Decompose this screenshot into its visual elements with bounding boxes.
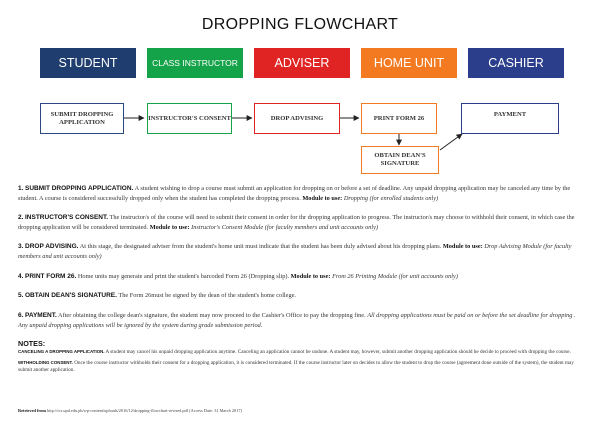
node-submit-dropping-application: SUBMIT DROPPING APPLICATION [40, 103, 124, 134]
step-heading: PRINT FORM 26. [25, 272, 77, 280]
role-class-instructor: CLASS INSTRUCTOR [147, 48, 243, 78]
node-instructors-consent: INSTRUCTOR'S CONSENT [147, 103, 232, 134]
retrieved-from: Retrieved from http://crs.upd.edu.ph/wp-content/uploads/2016/12/dropping-flowchart-revised.pdf (Access Date: 31 March 2017) [18, 408, 242, 413]
role-adviser: ADVISER [254, 48, 350, 78]
step-heading: PAYMENT. [25, 312, 57, 320]
node-print-form-26: PRINT FORM 26 [361, 103, 437, 134]
role-home-unit: HOME UNIT [361, 48, 457, 78]
note-withholding-consent: WITHHOLDING CONSENT. Once the course instructor withholds their consent for a dropping application, it is considered terminated. If the course instructor later on decides to allow the student to drop the course (agreement done outside of the system), the student may submit another application. [18, 359, 574, 374]
role-student: STUDENT [40, 48, 136, 78]
step-heading: OBTAIN DEAN'S SIGNATURE. [25, 292, 117, 300]
note-canceling: CANCELING A DROPPING APPLICATION. A student may cancel his unpaid dropping application anytime. Canceling an application cannot be undone. A student may, however, submit another dropping application should he decide to proceed with dropping the course. [18, 348, 571, 355]
step-heading: INSTRUCTOR'S CONSENT. [25, 214, 109, 222]
notes-heading: NOTES: [18, 339, 46, 349]
step-heading: SUBMIT DROPPING APPLICATION. [25, 185, 134, 192]
notes-section [18, 340, 584, 375]
role-cashier: CASHIER [468, 48, 564, 78]
step-4: 4. PRINT FORM 26. Home units may generate and print the student's barcoded Form 26 (Dropping slip). Module to use: From 26 Printing Module (for unit accounts only) [18, 272, 458, 280]
arrow-signature-to-payment [440, 134, 462, 150]
page-title: DROPPING FLOWCHART [201, 16, 399, 33]
step-3: 3. DROP ADVISING. At this stage, the designated adviser from the student's home unit must indicate that the student has been duly advised about his dropping plans. Module to use: Drop Advising Module (for faculty members and unit accounts only) [18, 243, 572, 261]
step-5: 5. OBTAIN DEAN'S SIGNATURE. The Form 26must be signed by the dean of the student's home college. [18, 292, 296, 300]
steps-section [18, 184, 584, 375]
node-payment: PAYMENT [461, 103, 559, 134]
node-drop-advising: DROP ADVISING [254, 103, 340, 134]
node-obtain-deans-signature: OBTAIN DEAN'S SIGNATURE [361, 146, 439, 174]
step-6: 6. PAYMENT. After obtaining the college dean's signature, the student may now proceed to the Cashier's Office to pay the dropping fine. All dropping applications must be paid on or before the set deadline for dropping . Any unpaid dropping applications will be ignored by the system during grade submission period. [18, 312, 576, 329]
step-heading: DROP ADVISING. [25, 243, 79, 251]
step-2: 2. INSTRUCTOR'S CONSENT. The instructor/s of the course will need to submit their consent in order for thr dropping application to progress. The instructor/s may choose to withhold their consent, in which case the dropping application will be considered terminated. Module to use: Instructor's Consent Module (for faculty members and unit accounts only) [18, 214, 575, 231]
step-1: 1. SUBMIT DROPPING APPLICATION. A student wishing to drop a course must submit an application for dropping on or before a set of deadline. Any unpaid dropping application may be canceled any time by the student. A course is considered successfully dropped only when the student has completed the dropping process. Module to use: Dropping (for enrolled students only) [18, 185, 571, 202]
